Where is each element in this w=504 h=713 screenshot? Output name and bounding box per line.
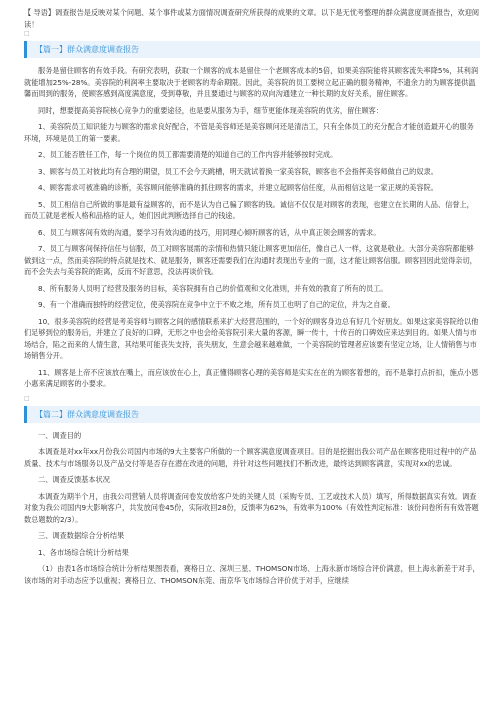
paragraph: 一、调查目的 xyxy=(38,430,82,440)
paragraph: 三、调查数据综合分析结果 xyxy=(38,531,125,540)
paragraph: 1、美容院员工知识能力与顾客的需求良好配合，不管是美容师还是美容顾问还是清洁工，只有全体员工的充分配合才能创造最开心的服务环境，环境是员工的第一要素。 xyxy=(24,122,474,143)
paragraph: 本调查是对xx年xx月份我公司国内市场的9大主要客户所做的一个顾客满意度调查项目。目的是挖掘出我公司产品在顾客使用过程中的产品质量、技术与市场服务以及产品交付等是否存在潜在改进的问题，并针对这些问题找们不断改进，最终达到顾客满意，实现对xx的忠诚。 xyxy=(24,447,477,468)
guide-intro: 【 导语】调查报告是反映对某个问题、某个事件或某方面情况调查研究所获得的成果的文章。以下是无忧考整理的群众满意度调查报告，欢迎阅读！ xyxy=(24,8,480,29)
paragraph: 二、调查反馈基本状况 xyxy=(38,475,110,484)
paragraph: 2、员工能否胜任工作，每一个岗位的员工都需要清楚的知道自己的工作内容并能够按时完成。 xyxy=(38,150,338,159)
paragraph: 9、有一个准确而独特的经营定位，使美容院在竞争中立于不败之地，所有员工也明了自己的定位，并为之自豪。 xyxy=(38,300,395,309)
anchor-mark: □ xyxy=(24,394,30,402)
section-header-2[interactable]: 【篇二】群众满意度调查报告 xyxy=(24,406,480,423)
anchor-mark: □ xyxy=(24,30,30,37)
section-body-2 xyxy=(24,430,480,587)
paragraph: 本调查为期半个月，由我公司营销人员将调查问卷发放给客户处的关键人员（采购专员、工艺或技术人员）填写，所得数据真实有效。调查对象为我公司国内9大影响客户，共发放问卷45份，实际收回28份，反馈率为62%，有效率为100%（有效性判定标准：该份问卷所有有效答题数总题数的2/3）。 xyxy=(24,491,479,524)
paragraph: 10、很多美容院的经营是考美容师与顾客之间的感情联系来扩大经营范围的，一个好的顾客身边总有好几个好朋友。如果这家美容院给以他们足够到位的服务后，并建立了良好的口碑，无形之中也会给美容院引来大量的客源，瞬一传十，十传百的口碑效应来达到目的。如果人情与市场结合，陷之而来的人情生意，其结果可能丧失支持，丧失朋友，生意会越来越难做，一个美容院的管理者应该要有坚定立场，让人情销售与市场销售分开。 xyxy=(24,316,479,360)
paragraph: （1）由表1各市场综合统计分析结果图表看，赛格日立、深圳三星、THOMSON市场、上海永新市场综合评价满意，但上海永新差于对手，该市场的对手动态应予以重视；赛格日立、THOMSON东莞、南京华飞市场综合评价优于对手，应继续 xyxy=(24,564,480,585)
paragraph: 服务是留住顾客的有效手段。有研究表明，获取一个顾客的成本是留住一个老顾客成本的5倍，如果美容院能将其顾客流失率降5%，其利润就能增加25%-28%。美容院的利润率主要取决于老顾客的寿命期限。因此，美容院的员工要树立起正确的服务精神，不遗余力的为顾客提供温馨而周到的服务，使顾客感到高度满意度，受到尊敬，并且要通过与顾客的双向沟通建立一种长期的友好关系，留住顾客。 xyxy=(24,66,479,98)
section-body-1 xyxy=(24,65,480,390)
paragraph: 同时，想要提高美容院核心竞争力的重要途径，也是要从服务为手，细节更能体现美容院的优劣，留住顾客： xyxy=(38,105,384,115)
paragraph: 7、员工与顾客间保持信任与信服，员工对顾客展需的亲情和热情只能让顾客更加信任，像自己人一样，这就是敬业。大部分美容院都能够做到这一点，然而美容院的特点就是技术、就是服务，顾客还需要我们在沟通时表现出专业的一面，这才能让顾客信服。顾客回因此觉得亲切，而不会失去与美容院的距离，反而不好意思，没法再谈价钱。 xyxy=(24,244,477,276)
paragraph: 8、所有服务人员明了经营及服务的目标，美容院拥有自己的价值观和文化准则，并有效的教育了所有的员工。 xyxy=(38,283,388,293)
paragraph: 3、顾客与员工对彼此均有合理的期望，员工不会今天跳槽，明天就试着换一家美容院，顾客也不会指挥美容师做自己的奴隶。 xyxy=(38,166,438,176)
paragraph: 5、员工相信自己所做的事是最有益顾客的，而不是认为自己骗了顾客的钱。诚信不仅仅是对顾客的表现，也建立在长期的人品、信誉上，而员工就是老板人格和品格的证人，她们因此判断选择自己的钱途。 xyxy=(24,199,474,220)
section-header-1[interactable]: 【篇一】群众满意度调查报告 xyxy=(24,41,480,58)
paragraph: 4、顾客需求可被准确的诊断，美容顾问能够准确的抓住顾客的需求，并建立起顾客信任度，从而相信这是一家正规的美容院。 xyxy=(38,183,438,192)
paragraph: 1、各市场综合统计分析结果 xyxy=(38,547,129,557)
paragraph: 6、员工与顾客间有效的沟通，要学习有效沟通的技巧，用同理心倾听顾客的话，从中真正领会顾客的需求。 xyxy=(38,227,381,237)
paragraph: 11、顾客是上帝不应该放在嘴上，而应该放在心上，真正懂得顾客心理的美容师是实实在在的为顾客着想的，而不是靠打点折扣，施点小恩小惠来满足顾客的小要求。 xyxy=(24,367,479,388)
